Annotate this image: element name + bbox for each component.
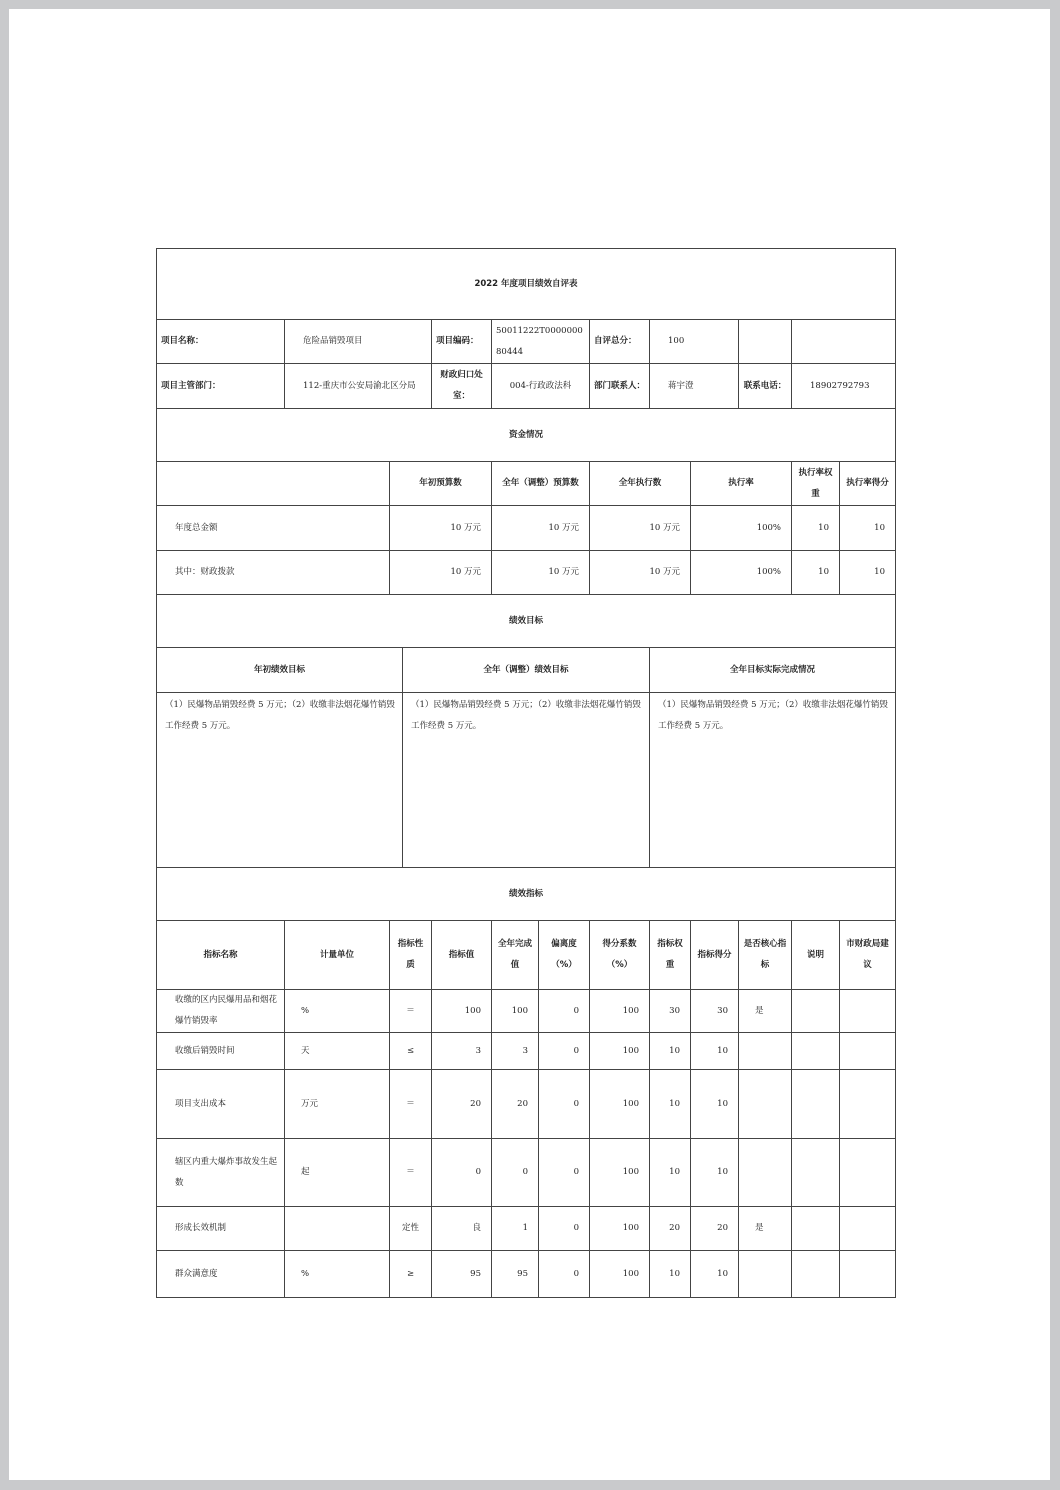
indicator-score: 10 (691, 1139, 739, 1207)
finance-office-label: 财政归口处室： (432, 364, 492, 409)
indicator-unit (285, 1207, 390, 1251)
indicator-unit: 万元 (285, 1070, 390, 1139)
evaluation-table (156, 248, 896, 648)
funds-cell: 10 万元 (390, 551, 492, 595)
indicator-note (792, 1251, 840, 1298)
empty-cell (739, 320, 792, 364)
document-page (9, 9, 1050, 1480)
indicator-row (157, 1139, 896, 1207)
indicator-unit: % (285, 1251, 390, 1298)
empty-cell (792, 320, 896, 364)
phone-label: 联系电话： (739, 364, 792, 409)
indicator-actual: 3 (492, 1033, 539, 1070)
indicator-row (157, 1033, 896, 1070)
indicator-advice (840, 1251, 896, 1298)
indicator-score: 10 (691, 1033, 739, 1070)
indicators-table (156, 867, 896, 1298)
funds-row-label: 年度总金额 (157, 506, 390, 551)
indicator-nature: ＝ (390, 1070, 432, 1139)
indicator-score: 10 (691, 1251, 739, 1298)
goals-text: （1）民爆物品销毁经费 5 万元；（2）收缴非法烟花爆竹销毁工作经费 5 万元。 (403, 693, 650, 868)
indicator-note (792, 990, 840, 1033)
indicator-core (739, 1070, 792, 1139)
indicator-weight: 10 (650, 1251, 691, 1298)
goals-section-title: 绩效目标 (157, 595, 896, 648)
contact-value: 蒋宇澄 (650, 364, 739, 409)
indicator-weight: 10 (650, 1070, 691, 1139)
project-name-value: 危险品销毁项目 (285, 320, 432, 364)
indicator-name: 收缴后销毁时间 (157, 1033, 285, 1070)
indicator-advice (840, 1207, 896, 1251)
funds-cell: 100% (691, 551, 792, 595)
indicator-target: 20 (432, 1070, 492, 1139)
indicator-coef: 100 (590, 1207, 650, 1251)
indicator-score: 20 (691, 1207, 739, 1251)
indicator-target: 100 (432, 990, 492, 1033)
goals-header: 全年目标实际完成情况 (650, 648, 896, 693)
indicator-actual: 100 (492, 990, 539, 1033)
evaluation-sheet (156, 248, 895, 1299)
funds-cell: 10 (792, 506, 840, 551)
indicator-core (739, 1251, 792, 1298)
indicator-score: 30 (691, 990, 739, 1033)
indicator-note (792, 1139, 840, 1207)
indicator-note (792, 1033, 840, 1070)
indicator-coef: 100 (590, 1251, 650, 1298)
funds-header: 全年执行数 (590, 462, 691, 506)
indicator-name: 项目支出成本 (157, 1070, 285, 1139)
indicators-header: 计量单位 (285, 921, 390, 990)
indicators-header: 市财政局建议 (840, 921, 896, 990)
indicator-deviation: 0 (539, 1139, 590, 1207)
finance-office-value: 004-行政政法科 (492, 364, 590, 409)
indicator-advice (840, 990, 896, 1033)
indicators-header: 指标值 (432, 921, 492, 990)
indicator-deviation: 0 (539, 1070, 590, 1139)
indicator-note (792, 1207, 840, 1251)
dept-label: 项目主管部门： (157, 364, 285, 409)
indicators-header: 得分系数（%） (590, 921, 650, 990)
indicator-core: 是 (739, 1207, 792, 1251)
indicator-row (157, 990, 896, 1033)
funds-row (157, 506, 896, 551)
indicator-target: 0 (432, 1139, 492, 1207)
indicators-header: 指标权重 (650, 921, 691, 990)
goals-header: 年初绩效目标 (157, 648, 403, 693)
indicator-unit: % (285, 990, 390, 1033)
contact-label: 部门联系人： (590, 364, 650, 409)
indicators-header: 是否核心指标 (739, 921, 792, 990)
self-score-value: 100 (650, 320, 739, 364)
indicators-header: 全年完成值 (492, 921, 539, 990)
project-code-label: 项目编码： (432, 320, 492, 364)
indicator-core: 是 (739, 990, 792, 1033)
goals-table (156, 647, 896, 868)
indicator-row (157, 1207, 896, 1251)
indicator-coef: 100 (590, 1033, 650, 1070)
indicator-advice (840, 1033, 896, 1070)
indicator-row (157, 1251, 896, 1298)
indicator-note (792, 1070, 840, 1139)
indicator-nature: ≤ (390, 1033, 432, 1070)
indicator-weight: 10 (650, 1139, 691, 1207)
indicator-actual: 1 (492, 1207, 539, 1251)
indicator-core (739, 1033, 792, 1070)
funds-cell: 10 万元 (590, 551, 691, 595)
phone-value: 18902792793 (792, 364, 896, 409)
funds-section-title: 资金情况 (157, 409, 896, 462)
goals-text: （1）民爆物品销毁经费 5 万元；（2）收缴非法烟花爆竹销毁工作经费 5 万元。 (650, 693, 896, 868)
funds-cell: 10 万元 (492, 506, 590, 551)
indicator-name: 收缴的区内民爆用品和烟花爆竹销毁率 (157, 990, 285, 1033)
indicator-nature: ＝ (390, 990, 432, 1033)
indicators-header: 偏离度（%） (539, 921, 590, 990)
indicator-weight: 30 (650, 990, 691, 1033)
indicator-unit: 起 (285, 1139, 390, 1207)
indicator-actual: 20 (492, 1070, 539, 1139)
indicator-name: 辖区内重大爆炸事故发生起数 (157, 1139, 285, 1207)
funds-header: 年初预算数 (390, 462, 492, 506)
self-score-label: 自评总分： (590, 320, 650, 364)
indicator-actual: 95 (492, 1251, 539, 1298)
indicator-actual: 0 (492, 1139, 539, 1207)
indicator-weight: 20 (650, 1207, 691, 1251)
funds-cell: 10 (792, 551, 840, 595)
indicator-deviation: 0 (539, 1251, 590, 1298)
funds-header: 执行率得分 (840, 462, 896, 506)
funds-cell: 10 万元 (390, 506, 492, 551)
dept-value: 112-重庆市公安局渝北区分局 (285, 364, 432, 409)
page-title: 2022 年度项目绩效自评表 (157, 249, 896, 320)
indicator-name: 群众满意度 (157, 1251, 285, 1298)
funds-row (157, 551, 896, 595)
indicator-target: 3 (432, 1033, 492, 1070)
indicators-header: 指标得分 (691, 921, 739, 990)
indicator-name: 形成长效机制 (157, 1207, 285, 1251)
indicator-core (739, 1139, 792, 1207)
indicator-advice (840, 1070, 896, 1139)
indicator-score: 10 (691, 1070, 739, 1139)
indicator-deviation: 0 (539, 1033, 590, 1070)
goals-text: （1）民爆物品销毁经费 5 万元；（2）收缴非法烟花爆竹销毁工作经费 5 万元。 (157, 693, 403, 868)
indicator-row (157, 1070, 896, 1139)
indicator-target: 95 (432, 1251, 492, 1298)
funds-cell: 100% (691, 506, 792, 551)
indicator-deviation: 0 (539, 990, 590, 1033)
indicator-unit: 天 (285, 1033, 390, 1070)
indicator-nature: ＝ (390, 1139, 432, 1207)
funds-header: 全年（调整）预算数 (492, 462, 590, 506)
indicator-coef: 100 (590, 1070, 650, 1139)
project-code-value: 50011222T000000080444 (492, 320, 590, 364)
funds-cell: 10 万元 (590, 506, 691, 551)
indicator-nature: ≥ (390, 1251, 432, 1298)
funds-cell: 10 (840, 506, 896, 551)
goals-header: 全年（调整）绩效目标 (403, 648, 650, 693)
indicators-header: 说明 (792, 921, 840, 990)
indicator-target: 良 (432, 1207, 492, 1251)
indicator-deviation: 0 (539, 1207, 590, 1251)
indicators-header: 指标名称 (157, 921, 285, 990)
funds-cell: 10 (840, 551, 896, 595)
indicator-coef: 100 (590, 990, 650, 1033)
indicator-coef: 100 (590, 1139, 650, 1207)
indicator-advice (840, 1139, 896, 1207)
funds-header: 执行率权重 (792, 462, 840, 506)
funds-cell: 10 万元 (492, 551, 590, 595)
funds-header-blank (157, 462, 390, 506)
indicators-section-title: 绩效指标 (157, 868, 896, 921)
indicator-nature: 定性 (390, 1207, 432, 1251)
project-name-label: 项目名称： (157, 320, 285, 364)
indicator-weight: 10 (650, 1033, 691, 1070)
funds-row-label: 其中：财政拨款 (157, 551, 390, 595)
indicators-header: 指标性质 (390, 921, 432, 990)
funds-header: 执行率 (691, 462, 792, 506)
